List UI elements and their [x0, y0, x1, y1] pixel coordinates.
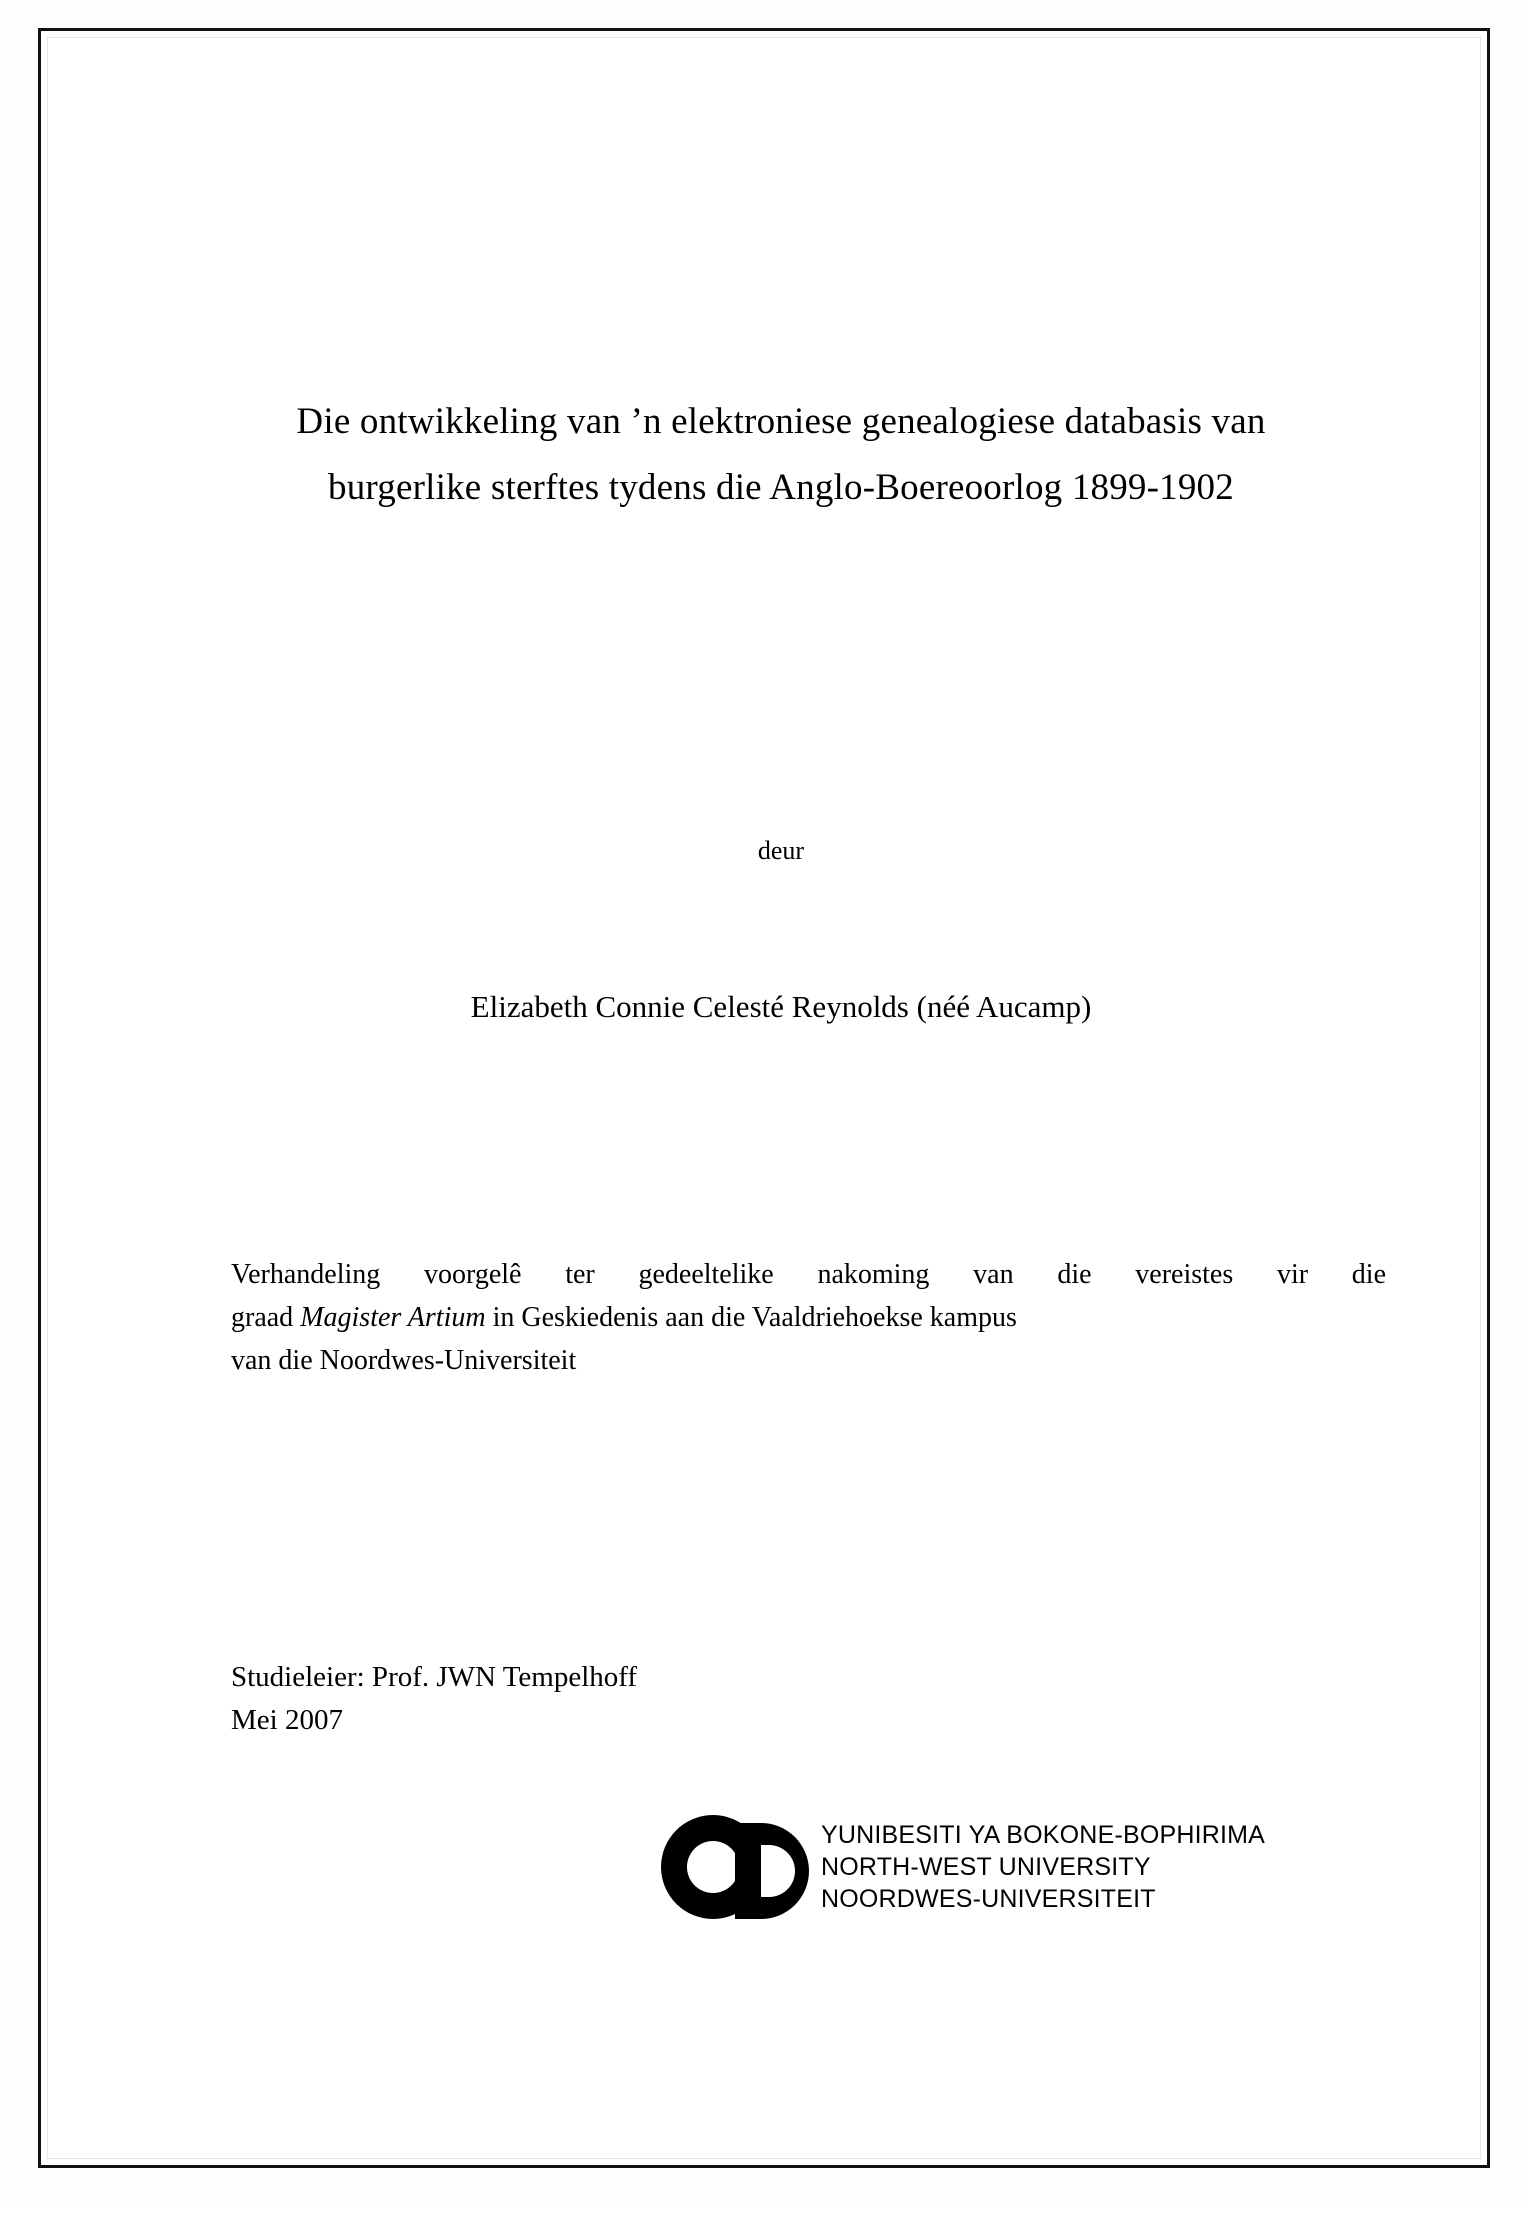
degree-name-italic: Magister Artium	[300, 1302, 486, 1333]
degree-statement-line-3: van die Noordwes-Universiteit	[231, 1345, 577, 1376]
supervisor-line: Studieleier: Prof. JWN Tempelhoff	[231, 1661, 638, 1693]
university-name-setswana: YUNIBESITI YA BOKONE-BOPHIRIMA	[821, 1821, 1266, 1849]
page-border-frame	[38, 28, 1490, 2168]
logo-d-stem	[735, 1823, 761, 1919]
author-name: Elizabeth Connie Celesté Reynolds (néé Aucamp)	[470, 989, 1092, 1024]
date-line: Mei 2007	[231, 1704, 343, 1736]
university-name-afrikaans: NOORDWES-UNIVERSITEIT	[821, 1885, 1156, 1913]
title-line-1: Die ontwikkeling van ’n elektroniese genealogiese databasis van	[296, 401, 1266, 442]
degree-statement-line-1: Verhandeling voorgelê ter gedeeltelike nakoming van die vereistes vir die	[231, 1259, 1386, 1290]
university-logo	[621, 1809, 1321, 1929]
degree-statement-line-2-prefix: graad	[231, 1302, 301, 1333]
title-line-2: burgerlike sterftes tydens die Anglo-Boereoorlog 1899-1902	[328, 467, 1234, 508]
degree-statement	[231, 1253, 1386, 1382]
degree-statement-line-2	[231, 1296, 1386, 1339]
title-page-content	[191, 31, 1386, 2237]
thesis-title	[231, 389, 1331, 521]
nwu-logo-icon	[661, 1815, 811, 1925]
university-name-english: NORTH-WEST UNIVERSITY	[821, 1853, 1151, 1881]
university-name-text	[821, 1819, 1265, 1915]
supervisor-block	[231, 1656, 1331, 1742]
degree-statement-line-2-suffix: in Geskiedenis aan die Vaaldriehoekse kampus	[485, 1302, 1017, 1333]
by-label: deur	[757, 836, 805, 865]
